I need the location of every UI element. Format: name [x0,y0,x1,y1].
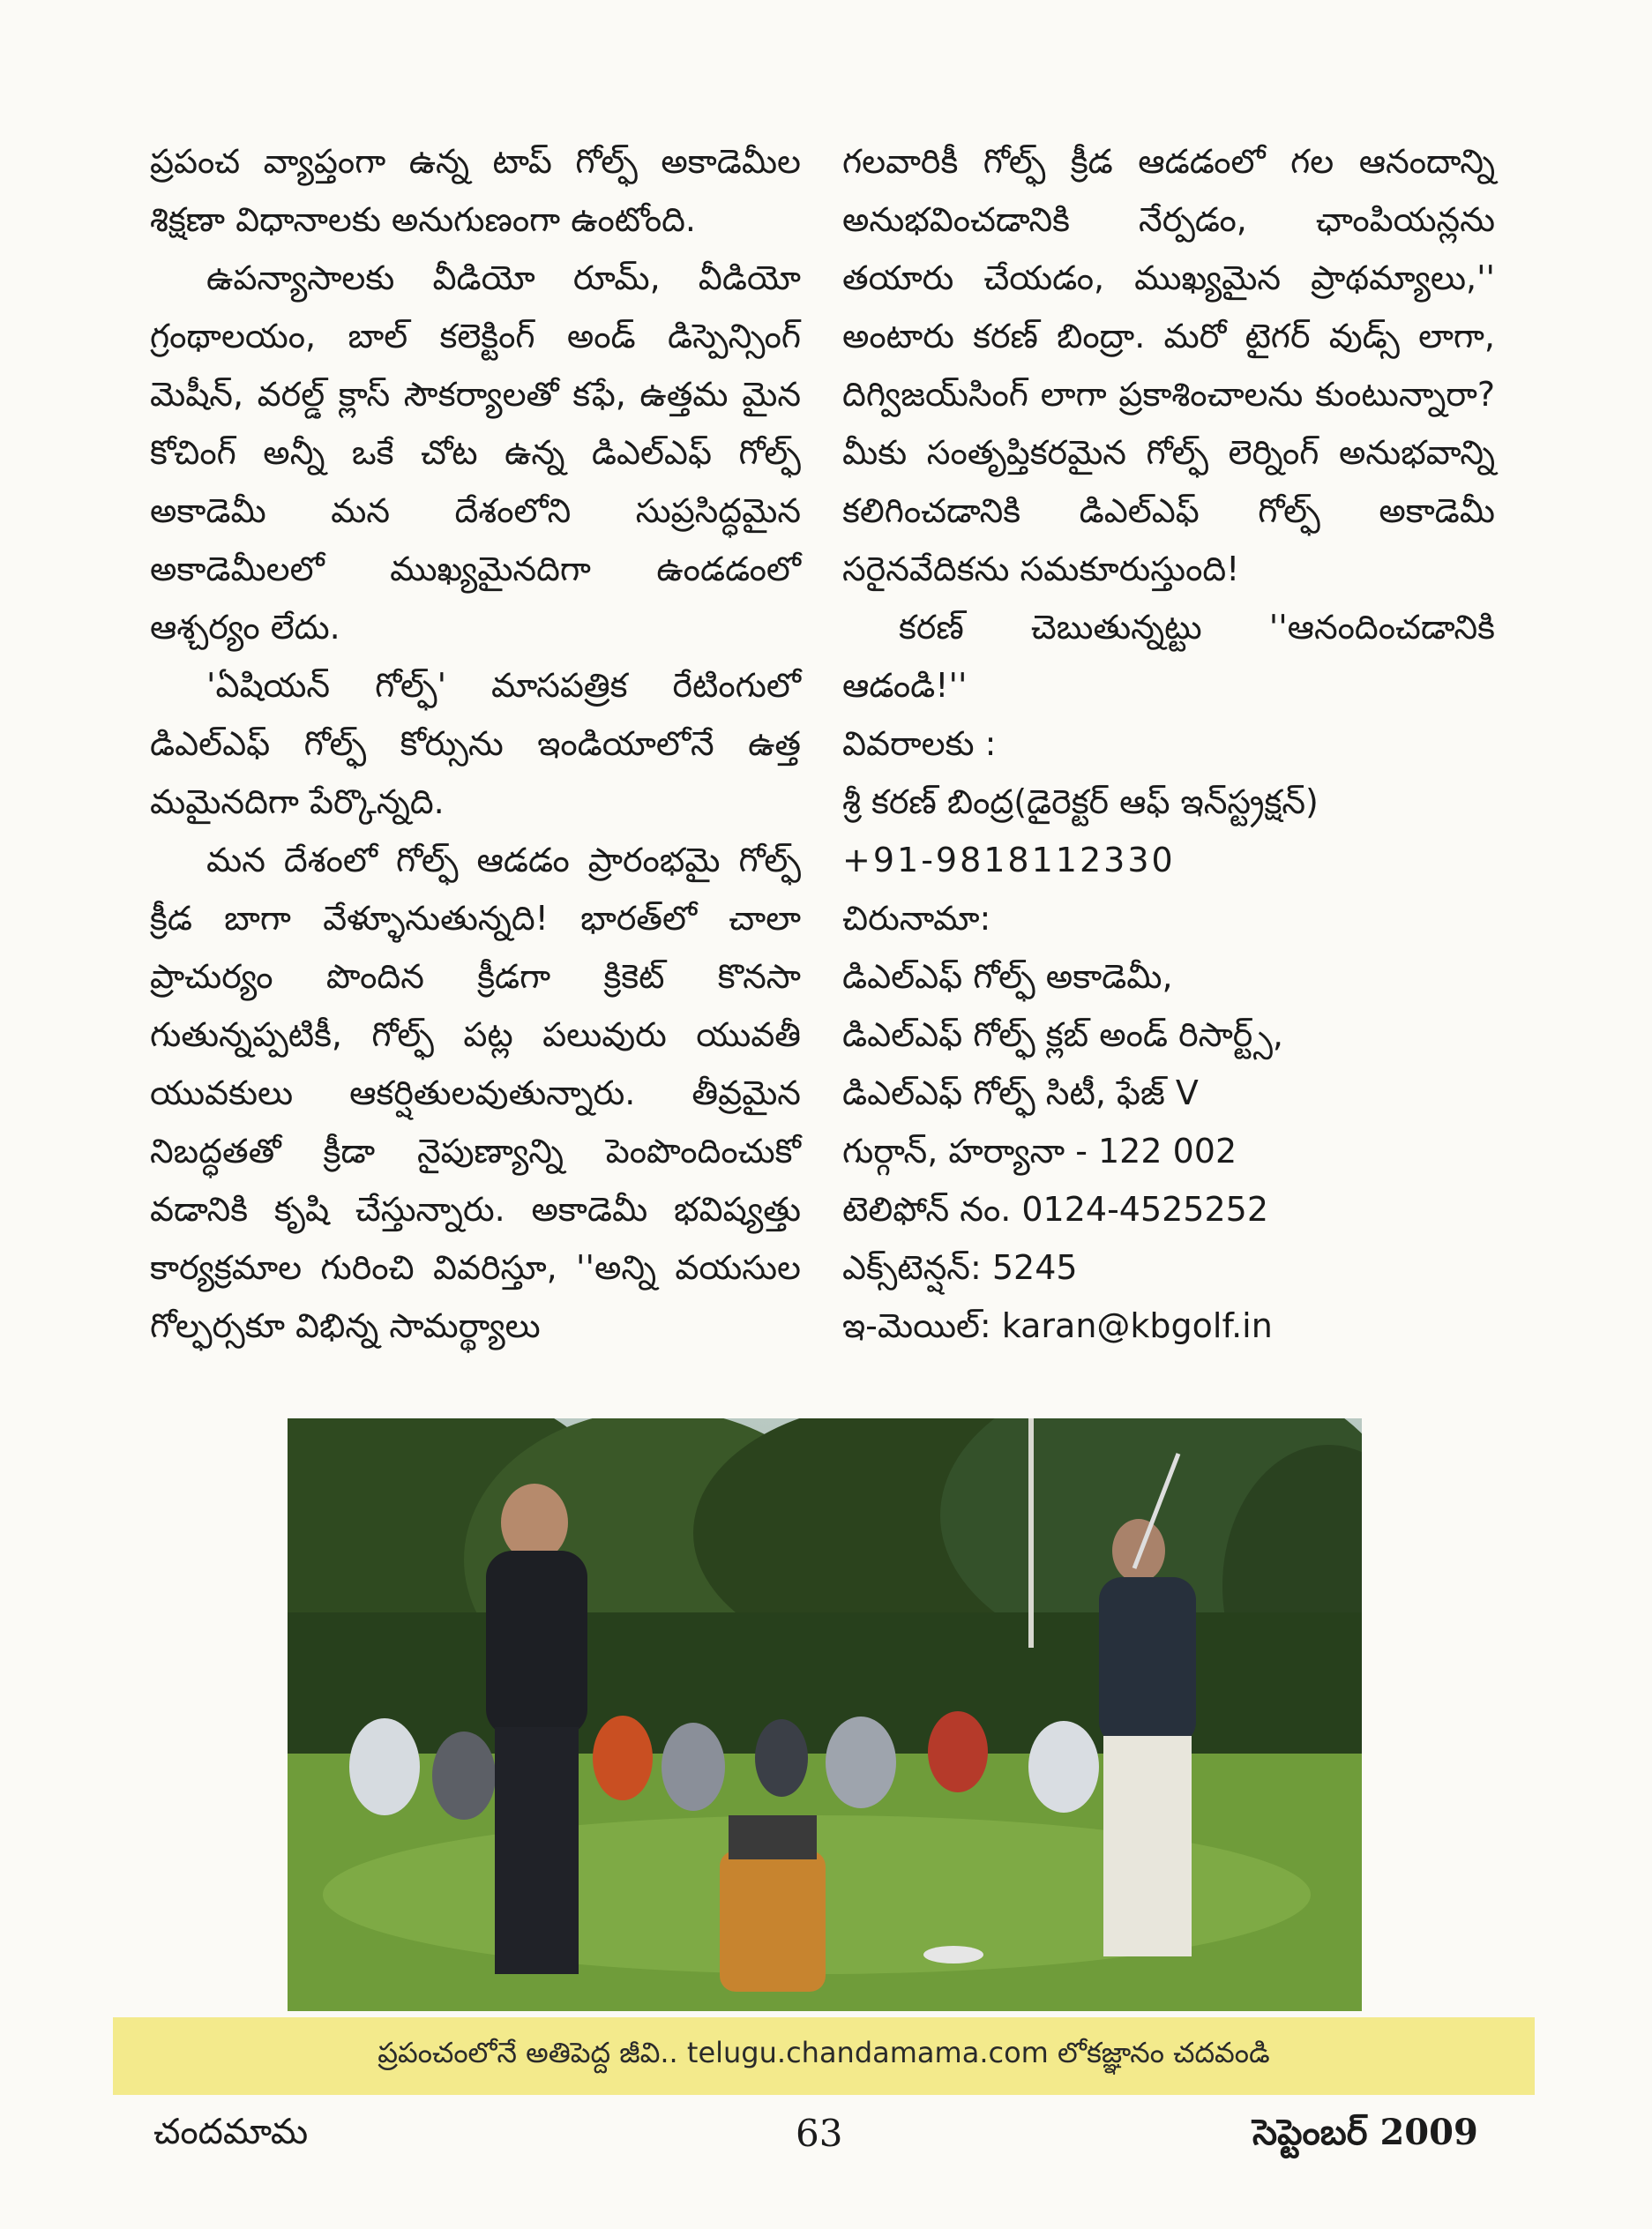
paragraph: కరణ్ చెబుతున్నట్టు ''ఆనందించడానికి ఆడండి!'' [842,608,1495,705]
address-label: చిరునామా: [842,899,991,938]
address-line: డిఎల్ఎఫ్ గోల్ఫ్ సిటీ, ఫేజ్ V [842,1073,1199,1112]
extension-line: ఎక్స్‌టెన్షన్: 5245 [842,1248,1078,1287]
paragraph: మన దేశంలో గోల్ఫ్ ఆడడం ప్రారంభమై గోల్ఫ్ క్రీడ బాగా వేళ్ళూనుతున్నది! భారత్‌లో చాలా ప్రాచుర్యం పొందిన క్రీడగా క్రికెట్ కొనసా గుతున్నప్పటికీ, గోల్ఫ్ పట్ల పలువురు యువతీ యువకులు ఆకర్షితులవుతున్నారు. తీవ్రమైన నిబద్ధతతో క్రీడా నైపుణ్యాన్ని పెంపొందించుకో వడానికి కృషి చేస్తున్నారు. అకాడెమీ భవిష్యత్తు కార్యక్రమాల గురించి వివరిస్తూ, ''అన్ని వయసుల గోల్ఫర్సకూ విభిన్న సామర్థ్యాలు [150,841,801,1345]
golf-bag [720,1815,826,1992]
paragraph: ప్రపంచ వ్యాప్తంగా ఉన్న టాప్ గోల్ఫ్ అకాడెమీల శిక్షణా విధానాలకు అనుగుణంగా ఉంటోంది. [150,142,801,239]
address-line: డిఎల్ఎఫ్ గోల్ఫ్ క్లబ్ అండ్ రిసార్ట్స్, [842,1015,1283,1054]
address-line: డిఎల్ఎఫ్ గోల్ఫ్ అకాడెమీ, [842,957,1173,996]
address-line: గుర్గాన్, హర్యానా - 122 002 [842,1132,1237,1171]
tree-line [288,1418,1362,1771]
contact-phone: +91-9818112330 [842,841,1176,879]
paragraph: గలవారికీ గోల్ఫ్ క్రీడ ఆడడంలో గల ఆనందాన్ని అనుభవించడానికి నేర్పడం, ఛాంపియన్లను తయారు చేయడం, ముఖ్యమైన ప్రాథమ్యాలు,'' అంటారు కరణ్ బింద్రా. మరో టైగర్ వుడ్స్ లాగా, దిగ్విజయ్‌సింగ్ లాగా ప్రకాశించాలను కుంటున్నారా? మీకు సంతృప్తికరమైన గోల్ఫ్ లెర్నింగ్ అనుభవాన్ని కలిగించడానికి డిఎల్ఎఫ్ గోల్ఫ్ అకాడెమీ సరైనవేదికను సమకూరుస్తుంది! [842,142,1495,588]
footer-year: 2009 [1379,2112,1478,2153]
contact-name: శ్రీ కరణ్ బింద్ర(డైరెక్టర్ ఆఫ్ ఇన్‌స్ట్రక్షన్) [842,782,1319,821]
golf-lesson-photo [288,1418,1362,2011]
pole [1028,1418,1034,1648]
footer-date [1252,2112,1478,2162]
telephone-line: టెలిఫోన్ నం. 0124-4525252 [842,1190,1269,1229]
footer-month: సెప్టెంబర్ [1252,2113,1368,2153]
footer-magazine-name: చందమామ [153,2112,309,2152]
paragraph: 'ఏషియన్ గోల్ఫ్' మాసపత్రిక రేటింగులో డిఎల్ఎఫ్ గోల్ఫ్ కోర్సును ఇండియాలోనే ఉత్త మమైనదిగా పేర్కొన్నది. [150,666,801,821]
promo-banner [113,2017,1535,2095]
email-line: ఇ-మెయిల్: karan@kbgolf.in [842,1306,1273,1345]
instructor-figure [486,1484,587,1974]
banner-text: ప్రపంచంలోనే అతిపెద్ద జీవి.. telugu.chandamama.com లోకజ్ఞానం చదవండి [377,2036,1270,2069]
paragraph: ఉపన్యాసాలకు వీడియో రూమ్, వీడియో గ్రంథాలయం, బాల్ కలెక్టింగ్ అండ్ డిస్పెన్సింగ్ మెషీన్, వరల్డ్ క్లాస్ సౌకర్యాలతో కఫే, ఉత్తమ మైన కోచింగ్ అన్నీ ఒకే చోట ఉన్న డిఎల్ఎఫ్ గోల్ఫ్ అకాడెమీ మన దేశంలోని సుప్రసిద్ధమైన అకాడెమీలలో ముఖ్యమైనదిగా ఉండడంలో ఆశ్చర్యం లేదు. [150,258,801,647]
details-label: వివరాలకు : [842,724,997,763]
page-number: 63 [796,2112,843,2155]
left-column [150,132,801,1355]
right-column [842,132,1495,1355]
